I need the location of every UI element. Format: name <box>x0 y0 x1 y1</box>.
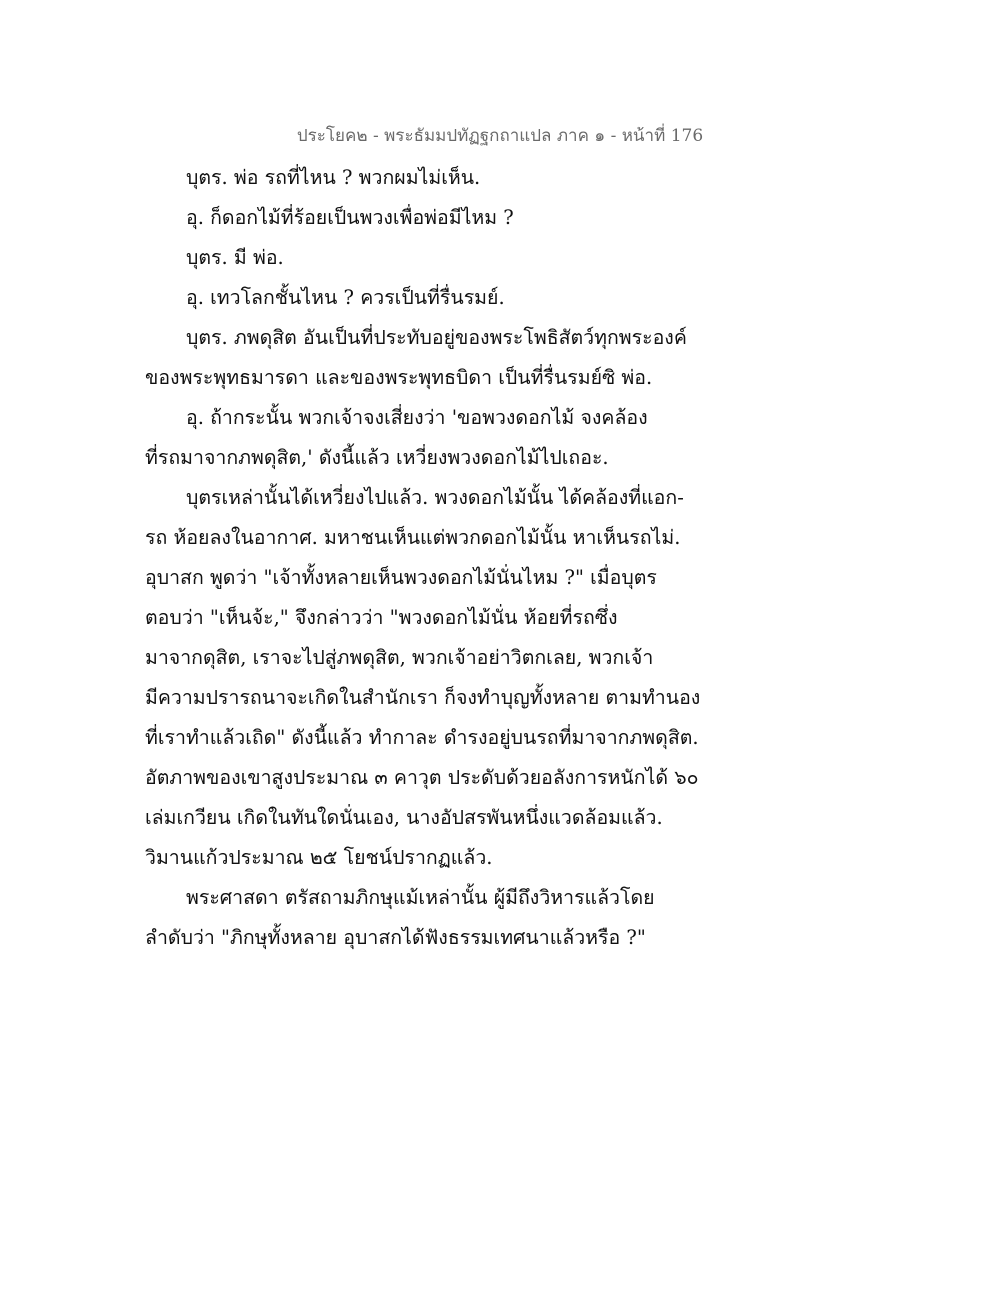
text-line: ที่เราทำแล้วเถิด" ดังนี้แล้ว ทำกาละ ดำรงอยู่บนรถที่มาจากภพดุสิต. <box>145 726 699 749</box>
text-line: เล่มเกวียน เกิดในทันใดนั่นเอง, นางอัปสรพันหนึ่งแวดล้อมแล้ว. <box>145 806 663 829</box>
text-line: วิมานแก้วประมาณ ๒๕ โยชน์ปรากฏแล้ว. <box>145 846 493 869</box>
text-line: ตอบว่า "เห็นจ้ะ," จึงกล่าวว่า "พวงดอกไม้นั่น ห้อยที่รถซึ่ง <box>145 606 618 629</box>
text-line: รถ ห้อยลงในอากาศ. มหาชนเห็นแต่พวกดอกไม้นั้น หาเห็นรถไม่. <box>145 526 681 549</box>
text-line: อุ. เทวโลกชั้นไหน ? ควรเป็นที่รื่นรมย์. <box>186 286 505 309</box>
text-line: บุตร. พ่อ รถที่ไหน ? พวกผมไม่เห็น. <box>186 166 481 189</box>
text-line: ลำดับว่า "ภิกษุทั้งหลาย อุบาสกได้ฟังธรรมเทศนาแล้วหรือ ?" <box>145 926 646 949</box>
text-line: อัตภาพของเขาสูงประมาณ ๓ คาวุต ประดับด้วยอลังการหนักได้ ๖๐ <box>145 766 699 789</box>
text-line: อุ. ถ้ากระนั้น พวกเจ้าจงเสี่ยงว่า 'ขอพวงดอกไม้ จงคล้อง <box>186 406 648 429</box>
text-line: พระศาสดา ตรัสถามภิกษุแม้เหล่านั้น ผู้มีถึงวิหารแล้วโดย <box>186 886 655 909</box>
text-line: ของพระพุทธมารดา และของพระพุทธบิดา เป็นที่รื่นรมย์ซิ พ่อ. <box>145 366 653 389</box>
running-header: ประโยค๒ - พระธัมมปทัฏฐกถาแปล ภาค ๑ - หน้าที่ 176 <box>296 126 704 146</box>
text-line: บุตรเหล่านั้นได้เหวี่ยงไปแล้ว. พวงดอกไม้นั้น ได้คล้องที่แอก- <box>186 486 684 509</box>
text-line: มีความปรารถนาจะเกิดในสำนักเรา ก็จงทำบุญทั้งหลาย ตามทำนอง <box>145 686 701 709</box>
text-line: บุตร. ภพดุสิต อันเป็นที่ประทับอยู่ของพระโพธิสัตว์ทุกพระองค์ <box>186 326 687 349</box>
body-text <box>145 158 705 958</box>
text-line: อุบาสก พูดว่า "เจ้าทั้งหลายเห็นพวงดอกไม้นั่นไหม ?" เมื่อบุตร <box>145 566 657 589</box>
text-line: อุ. ก็ดอกไม้ที่ร้อยเป็นพวงเพื่อพ่อมีไหม ? <box>186 206 514 229</box>
text-line: ที่รถมาจากภพดุสิต,' ดังนี้แล้ว เหวี่ยงพวงดอกไม้ไปเถอะ. <box>145 446 609 469</box>
text-line: บุตร. มี พ่อ. <box>186 246 284 269</box>
text-line: มาจากดุสิต, เราจะไปสู่ภพดุสิต, พวกเจ้าอย่าวิตกเลย, พวกเจ้า <box>145 646 654 669</box>
